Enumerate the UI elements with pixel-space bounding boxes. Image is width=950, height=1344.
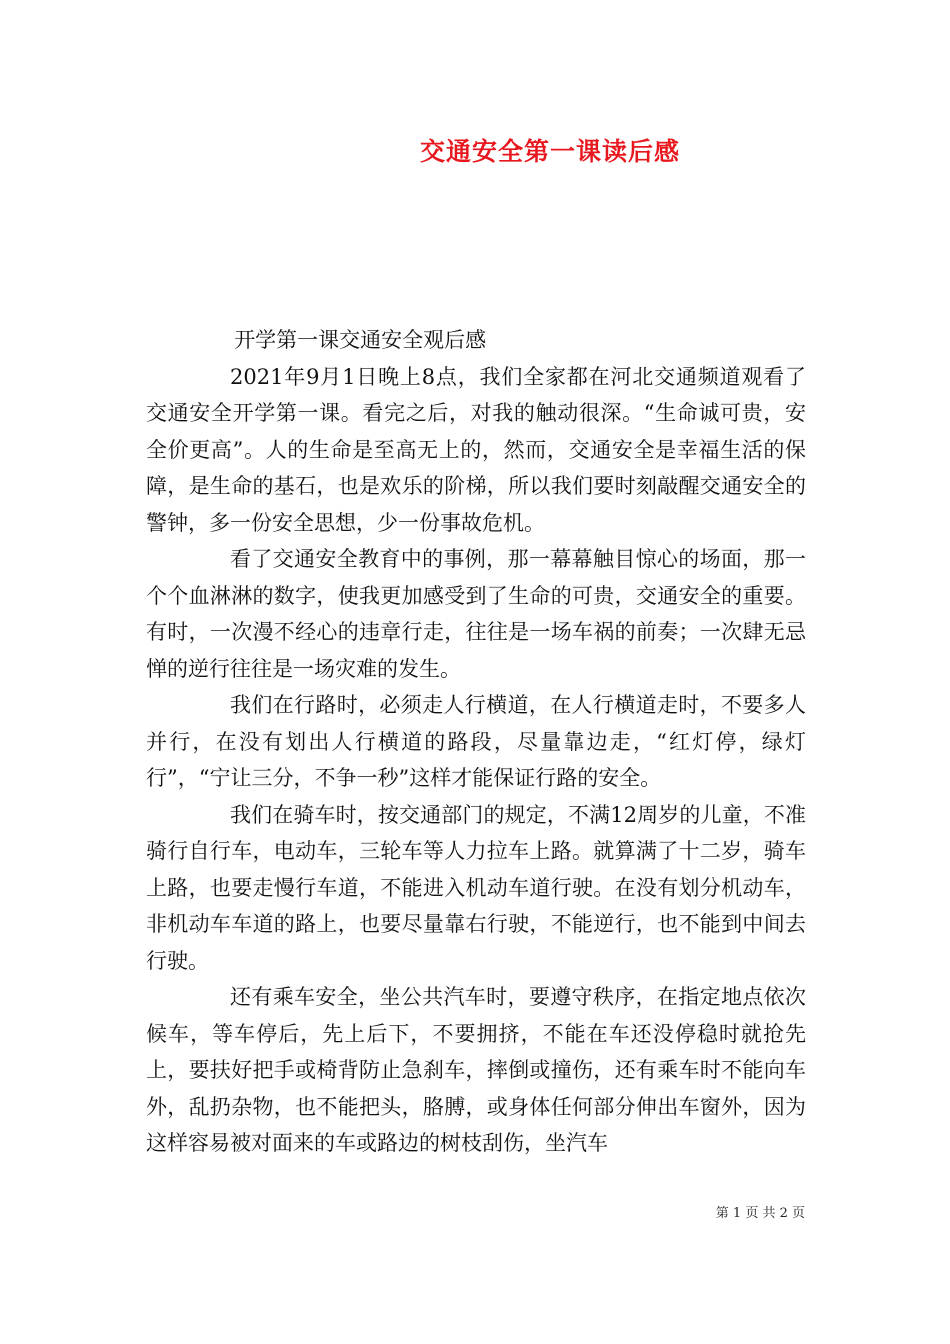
- page-footer: 第 1 页 共 2 页: [715, 1206, 805, 1221]
- paragraph-1: 2021年9月1日晚上8点，我们全家都在河北交通频道观看了交通安全开学第一课。看完之后，对我的触动很深。“生命诚可贵，安全价更高”。人的生命是至高无上的，然而，交通安全是幸福生活的保障，是生命的基石，也是欢乐的阶梯，所以我们要时刻敲醒交通安全的警钟，多一份安全思想，少一份事故危机。: [146, 364, 806, 535]
- paragraph-4: 我们在骑车时，按交通部门的规定，不满12周岁的儿童，不准骑行自行车，电动车，三轮车等人力拉车上路。就算满了十二岁，骑车上路，也要走慢行车道，不能进入机动车道行驶。在没有划分机动车，非机动车车道的路上，也要尽量靠右行驶，不能逆行，也不能到中间去行驶。: [146, 802, 806, 973]
- document-subtitle: 开学第一课交通安全观后感: [234, 328, 487, 352]
- paragraph-5: 还有乘车安全，坐公共汽车时，要遵守秩序，在指定地点依次候车，等车停后，先上后下，不要拥挤，不能在车还没停稳时就抢先上，要扶好把手或椅背防止急刹车，摔倒或撞伤，还有乘车时不能向车外，乱扔杂物，也不能把头，胳膊，或身体任何部分伸出车窗外，因为这样容易被对面来的车或路边的树枝刮伤，坐汽车: [146, 985, 806, 1155]
- document-title: 交通安全第一课读后感: [419, 137, 680, 166]
- document-body: [146, 322, 806, 1162]
- paragraph-2: 看了交通安全教育中的事例，那一幕幕触目惊心的场面，那一个个血淋淋的数字，使我更加感受到了生命的可贵，交通安全的重要。有时，一次漫不经心的违章行走，往往是一场车祸的前奏；一次肆无忌惮的逆行往往是一场灾难的发生。: [146, 547, 806, 681]
- paragraph-3: 我们在行路时，必须走人行横道，在人行横道走时，不要多人并行，在没有划出人行横道的路段，尽量靠边走，“红灯停，绿灯行”，“宁让三分，不争一秒”这样才能保证行路的安全。: [146, 693, 806, 790]
